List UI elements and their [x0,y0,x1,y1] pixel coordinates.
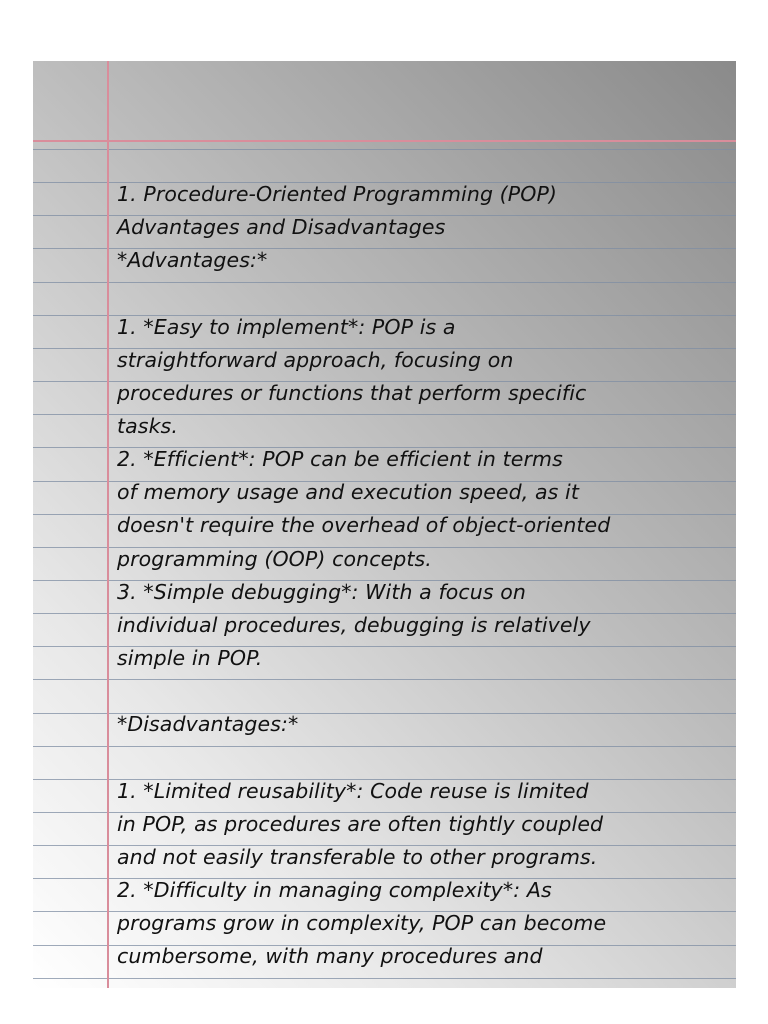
text-line: procedures or functions that perform specific [117,380,587,405]
handwritten-text [117,178,729,973]
text-line: *Disadvantages:* [117,712,299,737]
text-line: straightforward approach, focusing on [117,347,514,372]
text-line [117,277,729,310]
text-line: 2. *Difficulty in managing complexity*: As [117,877,552,902]
text-line: tasks. [117,413,178,438]
text-line: cumbersome, with many procedures and [117,944,543,969]
text-line: 3. *Simple debugging*: With a focus on [117,579,527,604]
text-line: simple in POP. [117,645,263,670]
text-line: programs grow in complexity, POP can become [117,911,607,936]
ruled-line [33,149,736,150]
text-line: in POP, as procedures are often tightly coupled [117,811,604,836]
text-line: Advantages and Disadvantages [117,215,446,240]
text-line: doesn't require the overhead of object-oriented [117,513,611,538]
notebook-page [33,61,736,988]
text-line: 2. *Efficient*: POP can be efficient in terms [117,447,563,472]
text-line: and not easily transferable to other programs. [117,844,598,869]
text-line: *Advantages:* [117,248,268,273]
text-line: programming (OOP) concepts. [117,546,432,571]
text-line [117,741,729,774]
text-line: 1. *Easy to implement*: POP is a [117,314,456,339]
text-line: 1. Procedure-Oriented Programming (POP) [117,182,558,206]
text-line: 1. *Limited reusability*: Code reuse is limited [117,778,589,803]
text-line: of memory usage and execution speed, as it [117,480,579,505]
margin-line [107,61,109,988]
text-line [117,675,729,708]
text-line: individual procedures, debugging is relatively [117,612,591,637]
ruled-line [33,978,736,979]
header-rule [33,140,736,142]
